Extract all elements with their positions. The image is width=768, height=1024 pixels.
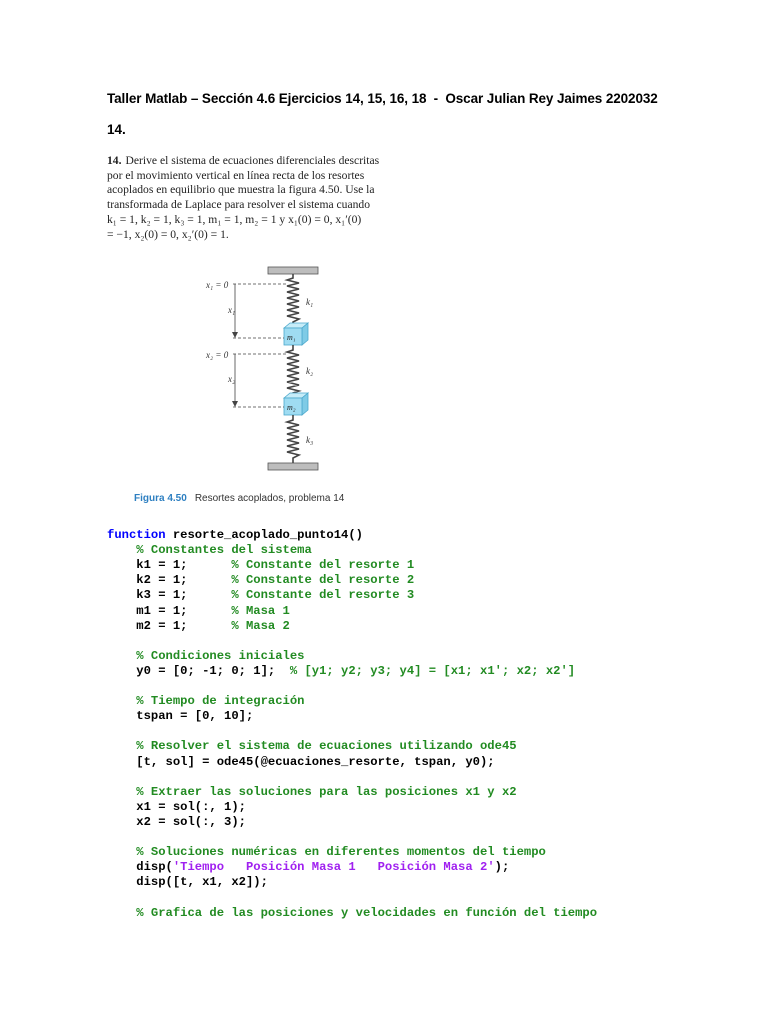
code-line <box>107 845 546 860</box>
code-token: % Constante del resorte 1 <box>231 558 415 573</box>
code-line <box>107 604 290 619</box>
spring-k2 <box>287 345 299 396</box>
code-token: disp( <box>107 860 173 875</box>
code-token: % Masa 2 <box>231 618 290 633</box>
code-token: disp([t, x1, x2]); <box>107 875 268 890</box>
code-token: x1 = sol(:, 1); <box>107 799 246 814</box>
label-x2-eq: x₂ = 0 <box>206 350 229 360</box>
code-line <box>107 860 509 875</box>
coupled-springs-figure <box>190 262 360 472</box>
section-number: 14. <box>107 122 126 137</box>
code-line <box>107 558 414 573</box>
problem-statement <box>107 154 407 242</box>
code-token: 'Tiempo Posición Masa 1 Posición Masa 2' <box>172 860 495 875</box>
code-line <box>107 800 246 815</box>
problem-line: acoplados en equilibrio que muestra la figura 4.50. Use la <box>107 183 375 197</box>
code-token: [t, sol] = ode45(@ecuaciones_resorte, tspan, y0); <box>107 754 495 769</box>
label-k1: k₁ <box>306 297 314 307</box>
code-token: % Condiciones iniciales <box>107 648 305 663</box>
code-line <box>107 543 312 558</box>
code-line <box>107 649 304 664</box>
label-x1: x₁ <box>228 305 236 315</box>
bottom-wall <box>268 463 318 470</box>
code-token: resorte_acoplado_punto14() <box>165 528 363 542</box>
code-line <box>107 528 363 543</box>
figure-caption-text: Resortes acoplados, problema 14 <box>194 493 345 504</box>
code-token: % Resolver el sistema de ecuaciones utilizando ode45 <box>107 739 517 754</box>
problem-line: = −1, x₂(0) = 0, x₂′(0) = 1. <box>107 227 229 241</box>
code-token: % Masa 1 <box>231 603 290 618</box>
code-token: m1 = 1; <box>107 603 232 618</box>
code-line <box>107 739 517 754</box>
document-header: Taller Matlab – Sección 4.6 Ejercicios 14, 15, 16, 18 - Oscar Julian Rey Jaimes 2202032 <box>107 91 658 106</box>
code-token: k1 = 1; <box>107 558 232 573</box>
code-line <box>107 664 575 679</box>
code-token: ); <box>494 860 510 875</box>
problem-line: k₁ = 1, k₂ = 1, k₃ = 1, m₁ = 1, m₂ = 1 y x₁(0) = 0, x₁′(0) <box>107 212 362 226</box>
code-token: % Constante del resorte 2 <box>231 573 415 588</box>
code-line <box>107 875 268 890</box>
code-token: m2 = 1; <box>107 618 232 633</box>
code-token: % Grafica de las posiciones y velocidades en función del tiempo <box>107 905 598 920</box>
label-x1-eq: x₁ = 0 <box>206 280 229 290</box>
label-x2: x₂ <box>228 374 236 384</box>
code-token: % [y1; y2; y3; y4] = [x1; x1'; x2; x2'] <box>289 663 576 678</box>
code-token: k2 = 1; <box>107 573 232 588</box>
code-token: % Soluciones numéricas en diferentes momentos del tiempo <box>107 845 546 860</box>
code-line <box>107 906 597 921</box>
top-wall <box>268 267 318 274</box>
code-token: % Tiempo de integración <box>107 694 305 709</box>
problem-line: por el movimiento vertical en línea recta de los resortes <box>107 168 365 182</box>
spring-k3 <box>287 415 299 463</box>
code-line <box>107 694 304 709</box>
code-token: % Extraer las soluciones para las posiciones x1 y x2 <box>107 784 517 799</box>
code-line <box>107 785 517 800</box>
label-k2: k₂ <box>306 366 314 376</box>
figure-caption-label: Figura 4.50 <box>134 493 187 504</box>
code-line <box>107 709 253 724</box>
problem-line: transformada de Laplace para resolver el sistema cuando <box>107 198 370 212</box>
code-token: k3 = 1; <box>107 588 232 603</box>
code-token: y0 = [0; -1; 0; 1]; <box>107 663 290 678</box>
code-token: tspan = [0, 10]; <box>107 709 254 724</box>
problem-number: 14. <box>107 154 122 167</box>
code-line <box>107 755 495 770</box>
code-token: % Constante del resorte 3 <box>231 588 415 603</box>
code-token: x2 = sol(:, 3); <box>107 814 246 829</box>
figure-caption <box>134 493 344 504</box>
code-line <box>107 588 414 603</box>
code-token: % Constantes del sistema <box>107 543 312 558</box>
code-line <box>107 619 290 634</box>
label-m1: m₁ <box>287 333 296 342</box>
code-token: function <box>107 528 166 542</box>
spring-k1 <box>287 274 299 324</box>
problem-line: 14. Derive el sistema de ecuaciones diferenciales descritas <box>107 154 380 167</box>
code-line <box>107 815 246 830</box>
code-line <box>107 573 414 588</box>
label-k3: k₃ <box>306 435 314 445</box>
label-m2: m₂ <box>287 403 296 412</box>
